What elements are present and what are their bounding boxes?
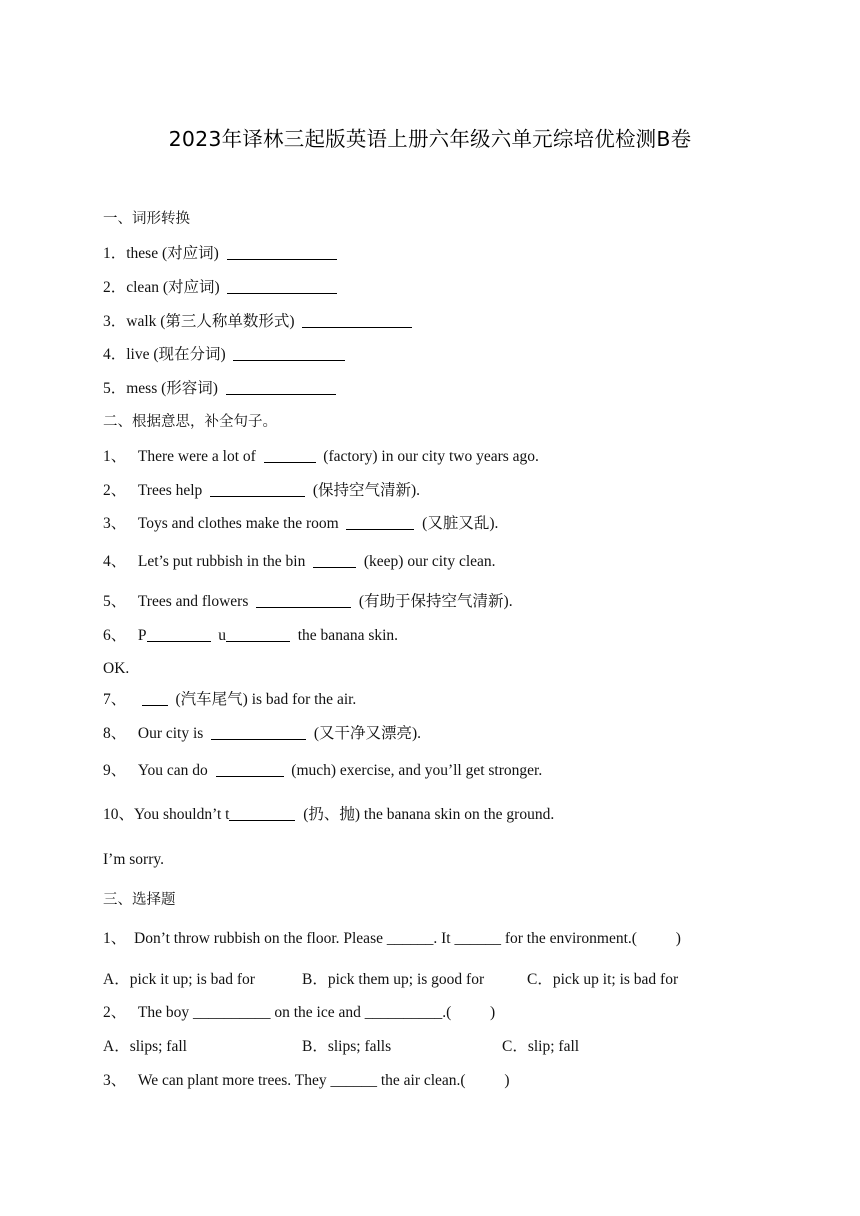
answer-blank[interactable] [227,245,337,260]
list-item [103,724,421,744]
response-text: I’m sorry. [103,851,164,868]
question-text: 2、 The boy __________ on the ice and __________.( ) [103,1004,496,1021]
question-text: 4．live (现在分词) [103,346,226,363]
list-item [103,312,412,332]
section-heading-multiple-choice: 三、选择题 [103,892,176,908]
question-text: 3、 Toys and clothes make the room [103,515,339,532]
answer-blank[interactable] [233,346,345,361]
list-item [103,345,345,365]
answer-blank[interactable] [346,515,414,530]
answer-blank[interactable] [226,380,336,395]
list-item [103,805,554,825]
question-text: 5．mess (形容词) [103,380,218,397]
answer-blank[interactable] [216,762,284,777]
question-text: 7、 [103,691,142,708]
answer-blank[interactable] [256,593,351,608]
list-item [103,447,539,467]
answer-blank[interactable] [313,553,356,568]
question-text: (扔、抛) the banana skin on the ground. [295,806,555,823]
option-b[interactable]: B．pick them up; is good for [302,971,485,988]
question-text: the banana skin. [290,627,399,644]
question-text: 6、 P [103,627,147,644]
question-text: (汽车尾气) is bad for the air. [167,691,357,708]
answer-blank[interactable] [302,313,412,328]
list-item [103,481,420,501]
page-title: 2023年译林三起版英语上册六年级六单元综培优检测B卷 [168,127,692,151]
answer-blank[interactable] [227,279,337,294]
answer-blank[interactable] [142,691,168,706]
response-text: OK. [103,660,130,677]
question-text: (factory) in our city two years ago. [315,448,539,465]
question-text: 2．clean (对应词) [103,279,220,296]
option-a[interactable]: A．pick it up; is bad for [103,971,255,988]
list-item [103,592,513,612]
question-text: 3、 We can plant more trees. They ______ the air clean.( ) [103,1072,510,1089]
question-text: 1、 There were a lot of [103,448,256,465]
question-text: (much) exercise, and you’ll get stronger. [283,762,543,779]
list-item [103,278,337,298]
option-a[interactable]: A．slips; fall [103,1038,187,1055]
section-heading-word-forms: 一、词形转换 [103,211,190,227]
answer-blank[interactable] [147,627,211,642]
question-text: (保持空气清新). [305,482,421,499]
answer-blank[interactable] [226,627,290,642]
question-text: (keep) our city clean. [356,553,496,570]
section-heading-complete-sentences: 二、根据意思，补全句子。 [103,414,277,430]
question-text: 4、 Let’s put rubbish in the bin [103,553,306,570]
question-text: 9、 You can do [103,762,208,779]
list-item [103,514,498,534]
answer-blank[interactable] [229,806,295,821]
question-text: 10、You shouldn’t t [103,806,230,823]
answer-blank[interactable] [264,448,316,463]
answer-blank[interactable] [210,482,305,497]
question-text: 1、 Don’t throw rubbish on the floor. Please ______. It ______ for the environment.( ) [103,930,681,947]
list-item [103,690,356,710]
list-item [103,626,398,646]
question-text: (又干净又漂亮). [306,725,422,742]
list-item [103,552,496,572]
question-text: 5、 Trees and flowers [103,593,249,610]
question-text: (又脏又乱). [414,515,499,532]
list-item [103,244,337,264]
question-text: 1．these (对应词) [103,245,219,262]
question-text: 8、 Our city is [103,725,204,742]
question-text: u [210,627,226,644]
list-item [103,761,542,781]
question-text: (有助于保持空气清新). [351,593,513,610]
question-text: 2、 Trees help [103,482,203,499]
option-b[interactable]: B．slips; falls [302,1038,392,1055]
list-item [103,379,336,399]
answer-blank[interactable] [211,725,306,740]
option-c[interactable]: C．slip; fall [502,1038,580,1055]
option-c[interactable]: C．pick up it; is bad for [527,971,679,988]
question-text: 3．walk (第三人称单数形式) [103,313,295,330]
